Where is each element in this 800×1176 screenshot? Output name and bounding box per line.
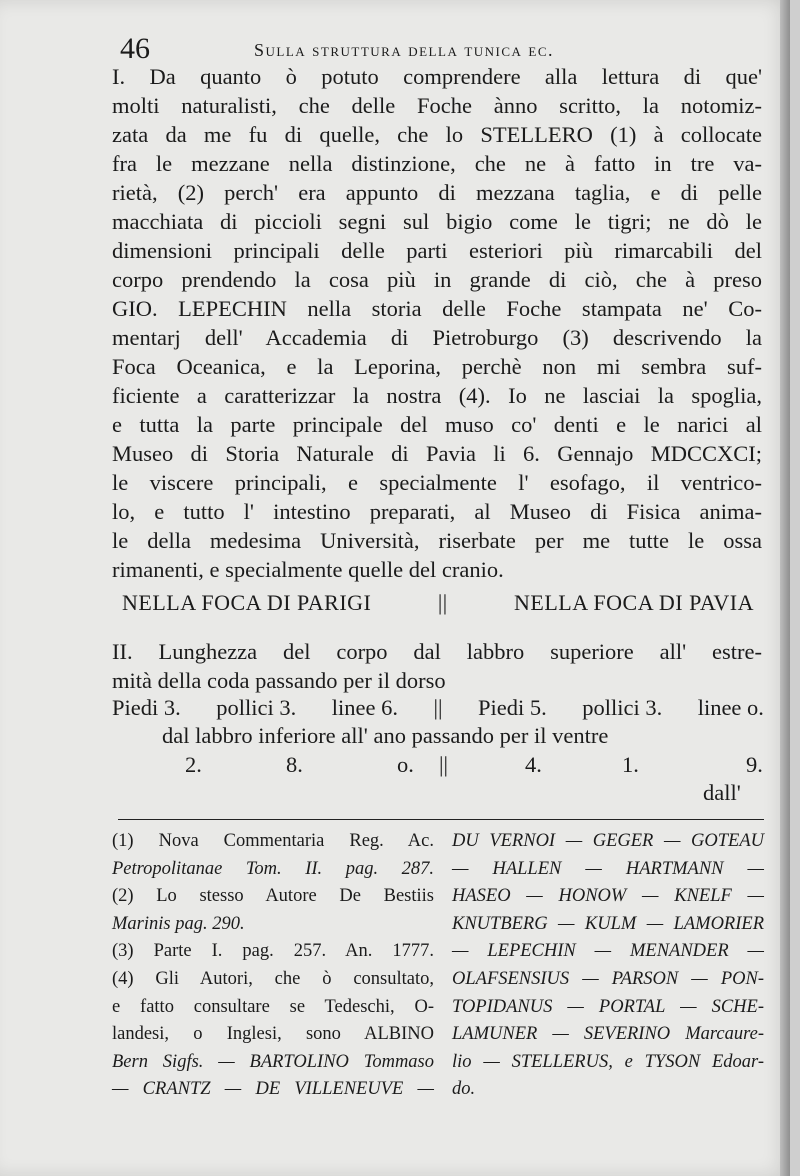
heading-separator: ||: [437, 590, 448, 615]
body-line: mentarj dell' Accademia di Pietroburgo (3) descrivendo la: [112, 325, 762, 350]
value-cell: 8.: [286, 752, 303, 777]
footnote-line: (3) Parte I. pag. 257. An. 1777.: [112, 941, 434, 962]
catchword: dall': [703, 780, 741, 805]
footnote-rule: [118, 819, 764, 820]
value-cell: linee o.: [697, 695, 764, 720]
footnote-line: (1) Nova Commentaria Reg. Ac.: [112, 831, 434, 851]
footnote-line: — LEPECHIN — MENANDER —: [452, 941, 764, 962]
measurement-row: [112, 695, 764, 721]
value-cell: pollici 3.: [582, 695, 663, 720]
body-line: ficiente a caratterizzar la nostra (4). Io ne lasciai la spoglia,: [112, 383, 762, 408]
value-cell: Piedi 5.: [477, 695, 547, 720]
body-line: le viscere principali, e specialmente l' esofago, il ventrico-: [112, 470, 762, 495]
footnote-line: HASEO — HONOW — KNELF —: [452, 886, 764, 907]
value-cell: 2.: [185, 752, 202, 777]
body-line: zata da me fu di quelle, che lo STELLERO (1) à collocate: [112, 122, 762, 147]
body-line: I. Da quanto ò potuto comprendere alla lettura di que': [112, 64, 762, 89]
value-cell: Piedi 3.: [112, 695, 181, 720]
page-number: 46: [120, 32, 150, 65]
body-line: fra le mezzane nella distinzione, che ne à fatto in tre va-: [112, 151, 762, 176]
body-line: Museo di Storia Naturale di Pavia li 6. Gennajo MDCCXCI;: [112, 441, 762, 466]
value-cell: 1.: [622, 752, 639, 777]
body-line: corpo prendendo la cosa più in grande di ciò, che à preso: [112, 267, 762, 292]
value-cell: o.: [397, 752, 414, 777]
footnote-line: do.: [452, 1079, 476, 1100]
page-edge-shadow: [780, 0, 790, 1176]
value-cell: linee 6.: [331, 695, 398, 720]
body-line: rimanenti, e specialmente quelle del cranio.: [112, 557, 504, 582]
footnote-line: (4) Gli Autori, che ò consultato,: [112, 968, 434, 989]
footnote-line: DU VERNOI — GEGER — GOTEAU: [452, 831, 764, 851]
footnote-line: (2) Lo stesso Autore De Bestiis: [112, 886, 434, 907]
value-cell: 9.: [746, 752, 763, 777]
body-line: Foca Oceanica, e la Leporina, perchè non mi sembra suf-: [112, 354, 762, 379]
body-line: molti naturalisti, che delle Foche ànno scritto, la notomiz-: [112, 93, 762, 118]
footnote-line: landesi, o Inglesi, sono ALBINO: [112, 1024, 434, 1045]
body-line: le della medesima Università, riserbate per me tutte le ossa: [112, 528, 762, 553]
footnote-line: KNUTBERG — KULM — LAMORIER: [452, 913, 764, 934]
footnote-line: Marinis pag. 290.: [112, 913, 245, 934]
value-separator: ||: [439, 752, 449, 777]
body-line: e tutta la parte principale del muso co' denti e le narici al: [112, 412, 762, 437]
body-line: dimensioni principali delle parti esteriori più rimarcabili del: [112, 238, 762, 263]
footnote-line: TOPIDANUS — PORTAL — SCHE-: [452, 996, 764, 1017]
running-head: Sulla struttura della tunica ec.: [254, 40, 555, 60]
footnote-line: Petropolitanae Tom. II. pag. 287.: [112, 858, 434, 879]
footnote-line: lio — STELLERUS, e TYSON Edoar-: [452, 1051, 764, 1072]
body-line: GIO. LEPECHIN nella storia delle Foche stampata ne' Co-: [112, 296, 762, 321]
footnote-line: OLAFSENSIUS — PARSON — PON-: [452, 968, 764, 989]
value-cell: 4.: [525, 752, 542, 777]
footnote-line: e fatto consultare se Tedeschi, O-: [112, 996, 434, 1017]
footnote-line: LAMUNER — SEVERINO Marcaure-: [452, 1024, 764, 1045]
comparison-heading: [122, 590, 754, 616]
measurement-subline: dal labbro inferiore all' ano passando per il ventre: [162, 723, 609, 748]
measurement-line: mità della coda passando per il dorso: [112, 668, 446, 693]
body-line: macchiata di piccioli segni sul bigio come le tigri; ne dò le: [112, 209, 762, 234]
footnote-line: — CRANTZ — DE VILLENEUVE —: [112, 1079, 434, 1100]
footnotes-left-column: [112, 828, 434, 1104]
heading-pavia: NELLA FOCA DI PAVIA: [514, 590, 754, 615]
body-line: lo, e tutto l' intestino preparati, al Museo di Fisica anima-: [112, 499, 762, 524]
value-separator: ||: [433, 695, 443, 720]
body-paragraph: [112, 62, 762, 584]
body-line: rietà, (2) perch' era appunto di mezzana taglia, e di pelle: [112, 180, 762, 205]
footnotes-right-column: [452, 828, 764, 1104]
heading-paris: NELLA FOCA DI PARIGI: [122, 590, 372, 615]
footnote-line: Bern Sigfs. — BARTOLINO Tommaso: [112, 1051, 434, 1072]
footnote-line: — HALLEN — HARTMANN —: [452, 858, 764, 879]
measurement-line: II. Lunghezza del corpo dal labbro superiore all' estre-: [112, 639, 762, 664]
measurement-description: [112, 637, 762, 695]
value-cell: pollici 3.: [216, 695, 297, 720]
